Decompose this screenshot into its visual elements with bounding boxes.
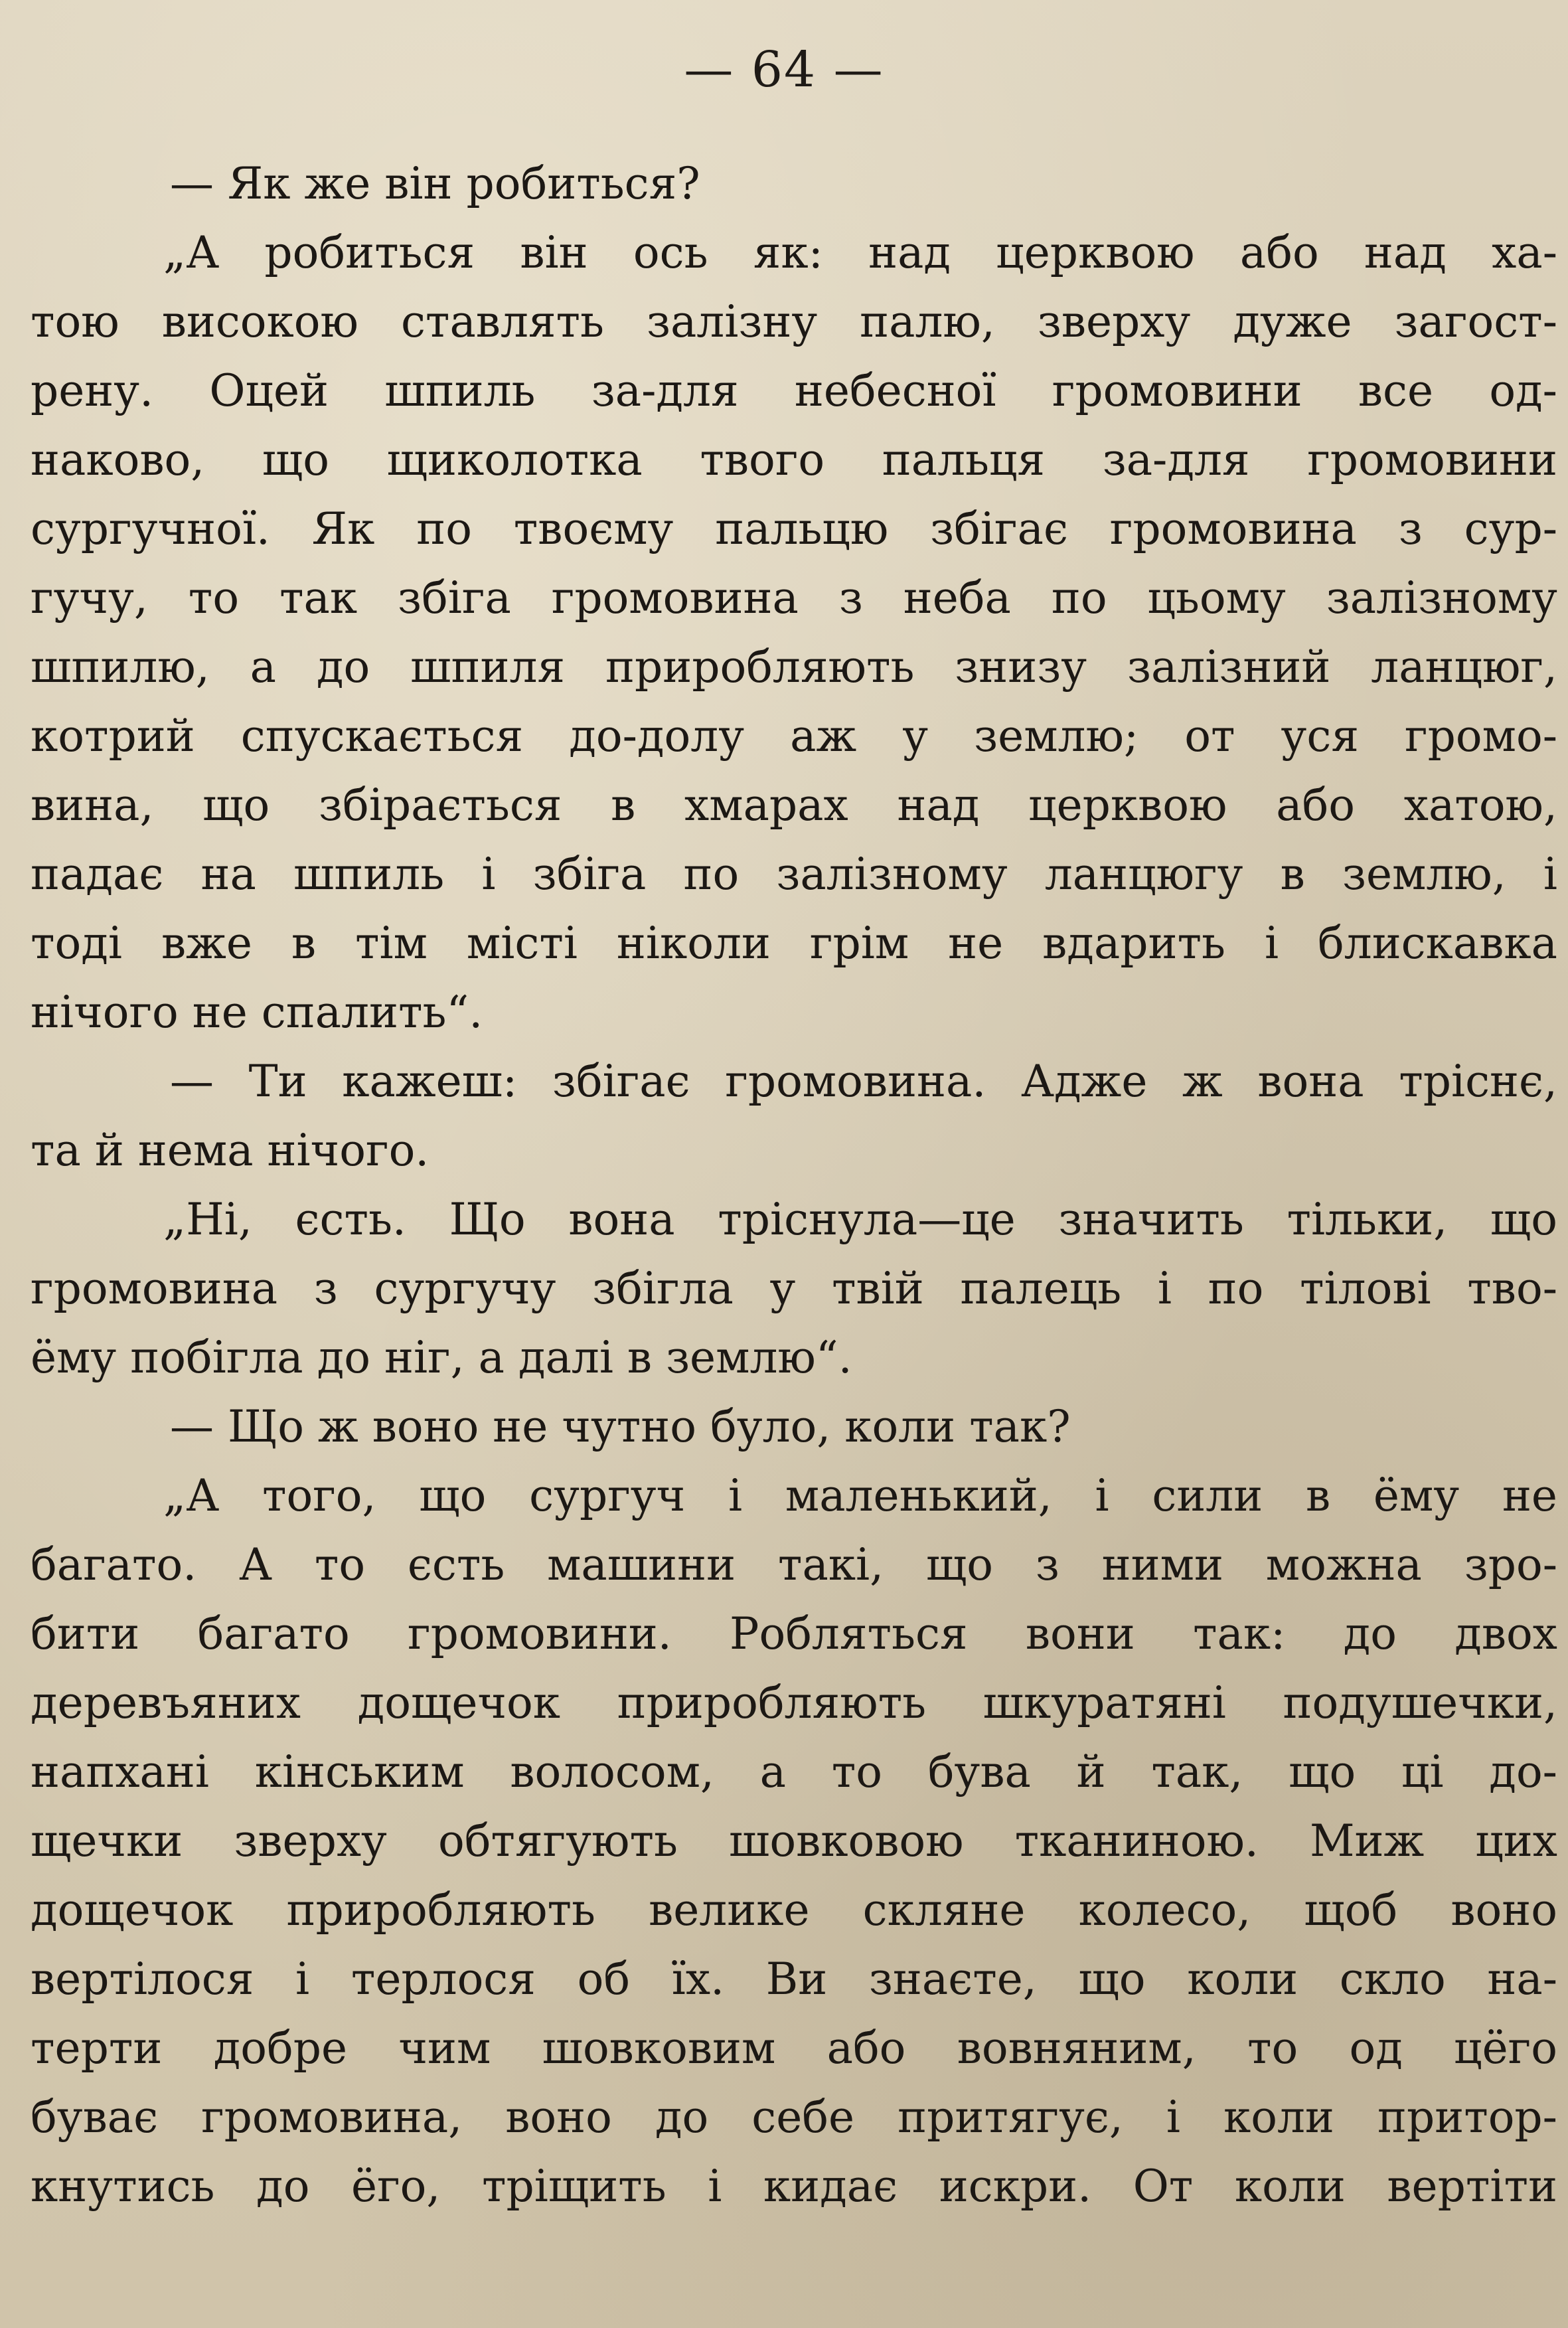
text-line: кнутись до ёго, тріщить і кидає искри. От коли вертіти: [31, 2161, 1557, 2212]
text-line: шпилю, а до шпиля приробляють знизу залізний ланцюг,: [31, 641, 1557, 693]
body-text: [31, 149, 1557, 2221]
text-line: падає на шпиль і збіга по залізному ланцюгу в землю, і: [31, 849, 1557, 900]
text-line: бити багато громовини. Робляться вони так: до двох: [31, 1608, 1557, 1659]
text-line: тою високою ставлять залізну палю, зверху дуже загост-: [31, 296, 1557, 347]
text-line: тоді вже в тім місті ніколи грім не вдарить і блискавка: [31, 918, 1557, 969]
text-line: вина, що збірається в хмарах над церквою або хатою,: [31, 780, 1557, 831]
text-line: — Ти кажеш: збігає громовина. Адже ж вона тріснє,: [170, 1056, 1557, 1107]
text-line: нічого не спалить“.: [31, 987, 483, 1038]
page-number: — 64 —: [684, 41, 884, 98]
text-line: багато. А то єсть машини такі, що з ними можна зро-: [31, 1539, 1557, 1590]
text-line: гучу, то так збіга громовина з неба по цьому залізному: [31, 572, 1557, 624]
text-line: „Ні, єсть. Що вона тріснула—це значить тільки, що: [163, 1194, 1557, 1245]
text-line: вертілося і терлося об їх. Ви знаєте, що коли скло на-: [31, 1954, 1557, 2005]
text-line: терти добре чим шовковим або вовняним, то од цёго: [31, 2023, 1557, 2074]
text-line: „А робиться він ось як: над церквою або над ха-: [163, 227, 1557, 278]
text-line: „А того, що сургуч і маленький, і сили в ёму не: [163, 1470, 1557, 1521]
text-line: сургучної. Як по твоєму пальцю збігає громовина з сур-: [31, 503, 1557, 554]
text-line: щечки зверху обтягують шовковою тканиною. Миж цих: [31, 1815, 1557, 1867]
text-line: — Що ж воно не чутно було, коли так?: [170, 1401, 1071, 1452]
text-line: ёму побігла до ніг, а далі в землю“.: [31, 1332, 852, 1383]
text-line: напхані кінським волосом, а то бува й так, що ці до-: [31, 1746, 1557, 1797]
text-line: — Як же він робиться?: [170, 158, 700, 209]
text-line: деревъяних дощечок приробляють шкуратяні подушечки,: [31, 1677, 1557, 1728]
text-line: та й нема нічого.: [31, 1125, 430, 1176]
text-line: дощечок приробляють велике скляне колесо, щоб воно: [31, 1884, 1557, 1936]
text-line: громовина з сургучу збігла у твій палець і по тілові тво-: [31, 1263, 1557, 1314]
text-line: буває громовина, воно до себе притягує, і коли притор-: [31, 2092, 1557, 2143]
text-line: наково, що щиколотка твого пальця за-для громовини: [31, 434, 1557, 485]
text-line: рену. Оцей шпиль за-для небесної громовини все од-: [31, 365, 1557, 416]
text-line: котрий спускається до-долу аж у землю; от уся громо-: [31, 710, 1557, 762]
